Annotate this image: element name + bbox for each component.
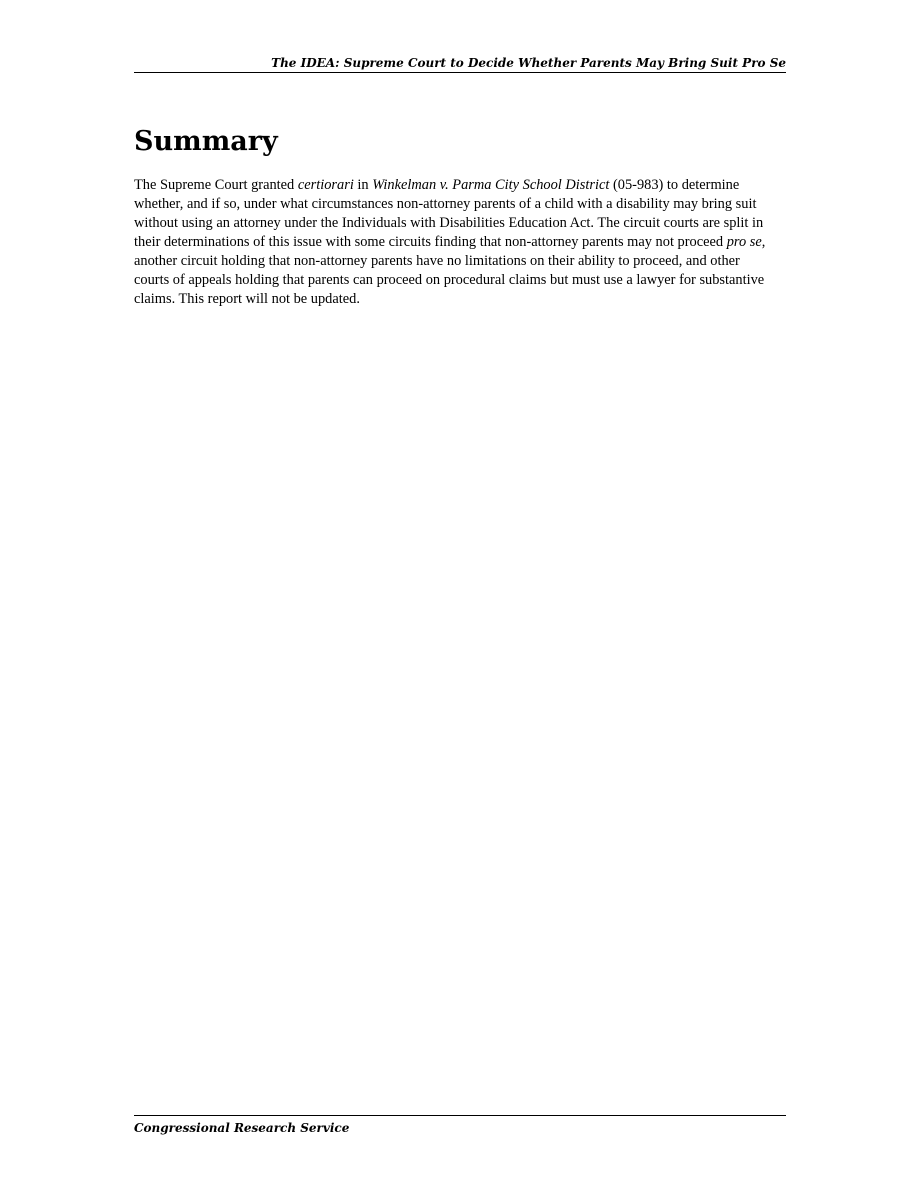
summary-text-4: , another circuit holding that non-attorney parents have no limitations on their ability to proceed, and other courts of appeals holding that parents can proceed on procedural claims but must use a lawyer for substantive claims. This report will not be updated. — [134, 234, 766, 307]
running-header: The IDEA: Supreme Court to Decide Whether Parents May Bring Suit Pro Se — [271, 56, 786, 70]
summary-heading: Summary — [134, 126, 278, 157]
summary-text-1: The Supreme Court granted — [134, 177, 298, 193]
summary-italic-case-name: Winkelman v. Parma City School District — [372, 177, 610, 193]
footer-rule — [134, 1115, 786, 1116]
summary-text-3: (05-983) to determine whether, and if so, under what circumstances non-attorney parents of a child with a disability may bring suit without using an attorney under the Individuals with Disabilities Education Act. The circuit courts are split in their determinations of this issue with some circuits finding that non-attorney parents may not proceed — [134, 177, 764, 250]
summary-text-2: in — [353, 177, 373, 193]
summary-italic-pro-se: pro se — [726, 234, 762, 250]
summary-paragraph — [134, 176, 774, 309]
header-rule — [134, 72, 786, 73]
summary-italic-certiorari: certiorari — [297, 177, 354, 193]
running-footer: Congressional Research Service — [134, 1121, 350, 1135]
